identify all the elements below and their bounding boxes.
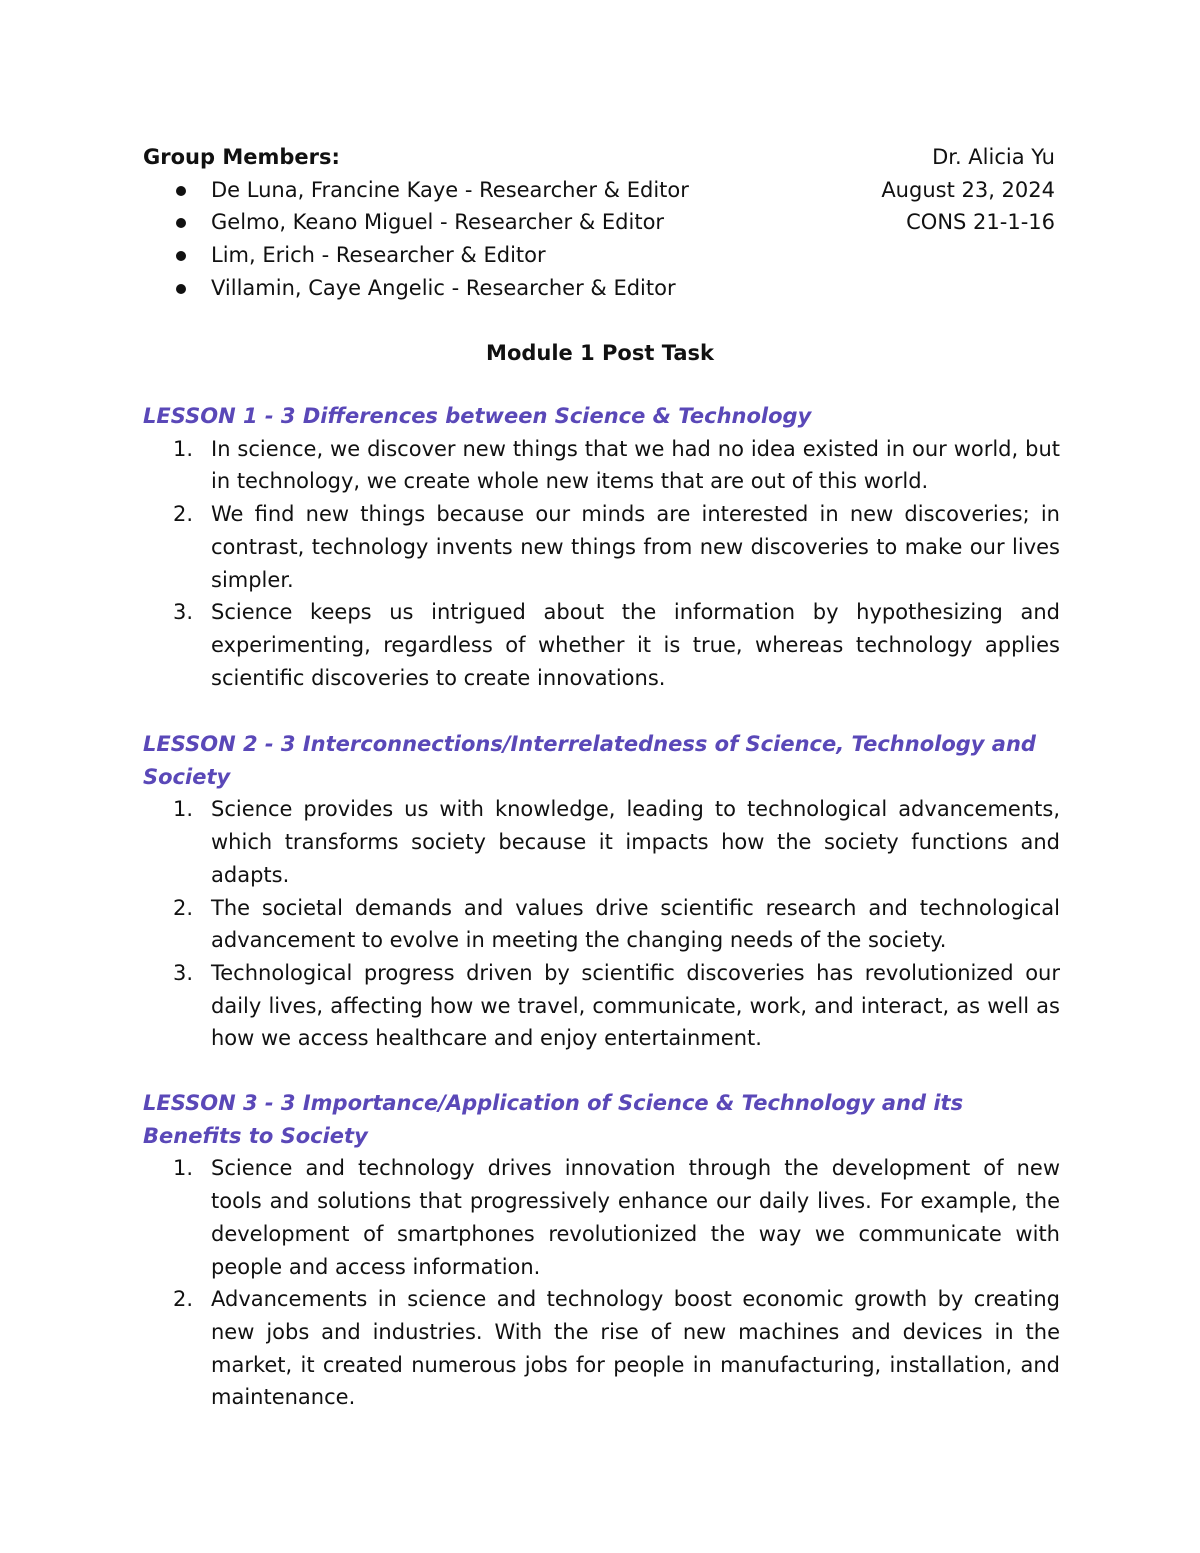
member-item — [143, 174, 843, 207]
lesson-list — [143, 433, 1060, 695]
list-number: 2. — [173, 1287, 194, 1312]
list-item-text: Science and technology drives innovation through the development of new tools and solutions that progressively enhance our daily lives. For example, the development of smartphones revolutionized the way we communicate with people and access information. — [211, 1156, 1060, 1279]
list-number: 3. — [173, 600, 194, 625]
bullet-icon — [176, 186, 186, 196]
lesson-heading: LESSON 2 - 3 Interconnections/Interrelatedness of Science, Technology and Society — [143, 732, 1036, 789]
list-item — [143, 793, 1060, 891]
member-name: Villamin, Caye Angelic - Researcher & Editor — [211, 275, 676, 300]
list-number: 1. — [173, 797, 194, 822]
lesson-list — [143, 1152, 1060, 1414]
list-item-text: We find new things because our minds are interested in new discoveries; in contrast, technology invents new things from new discoveries to make our lives simpler. — [211, 502, 1060, 592]
list-item-text: Science keeps us intrigued about the information by hypothesizing and experimenting, regardless of whether it is true, whereas technology applies scientific discoveries to create innovations. — [211, 600, 1060, 690]
list-number: 1. — [173, 436, 194, 461]
list-item-text: Science provides us with knowledge, leading to technological advancements, which transforms society because it impacts how the society functions and adapts. — [211, 797, 1060, 887]
list-number: 3. — [173, 960, 194, 985]
lesson-section-3 — [143, 1087, 1060, 1414]
list-item — [143, 892, 1060, 957]
bullet-icon — [176, 218, 186, 228]
member-name: Lim, Erich - Researcher & Editor — [211, 243, 546, 268]
lesson-section-1 — [143, 400, 1060, 694]
class-section: CONS 21-1-16 — [906, 210, 1055, 235]
list-item — [143, 1152, 1060, 1283]
member-name: Gelmo, Keano Miguel - Researcher & Editor — [211, 210, 665, 235]
document-title: Module 1 Post Task — [486, 341, 714, 365]
list-item — [143, 596, 1060, 694]
list-item — [143, 498, 1060, 596]
lesson-heading: LESSON 3 - 3 Importance/Application of Science & Technology and its Benefits to Society — [143, 1091, 964, 1148]
list-item-text: In science, we discover new things that we had no idea existed in our world, but in technology, we create whole new items that are out of this world. — [211, 436, 1060, 494]
list-item — [143, 433, 1060, 498]
member-name: De Luna, Francine Kaye - Researcher & Editor — [211, 177, 689, 202]
lesson-list — [143, 793, 1060, 1055]
member-item — [143, 239, 843, 272]
document-date: August 23, 2024 — [881, 177, 1055, 202]
list-number: 1. — [173, 1156, 194, 1181]
bullet-icon — [176, 251, 186, 261]
lesson-section-2 — [143, 728, 1060, 1055]
group-members-title: Group Members: — [143, 145, 340, 169]
member-item — [143, 272, 843, 305]
list-item — [143, 1283, 1060, 1414]
members-list — [143, 174, 843, 305]
document-meta — [881, 141, 1055, 239]
list-item-text: Advancements in science and technology boost economic growth by creating new jobs and industries. With the rise of new machines and devices in the market, it created numerous jobs for people in manufacturing, installation, and maintenance. — [211, 1287, 1060, 1410]
list-item-text: The societal demands and values drive scientific research and technological advancement to evolve in meeting the changing needs of the society. — [211, 895, 1060, 953]
list-item — [143, 957, 1060, 1055]
lesson-heading: LESSON 1 - 3 Differences between Science & Technology — [143, 404, 812, 428]
list-number: 2. — [173, 895, 194, 920]
list-number: 2. — [173, 502, 194, 527]
group-members — [143, 141, 843, 305]
bullet-icon — [176, 284, 186, 294]
instructor-name: Dr. Alicia Yu — [932, 145, 1055, 169]
list-item-text: Technological progress driven by scientific discoveries has revolutionized our daily lives, affecting how we travel, communicate, work, and interact, as well as how we access healthcare and enjoy entertainment. — [211, 960, 1060, 1051]
member-item — [143, 206, 843, 239]
